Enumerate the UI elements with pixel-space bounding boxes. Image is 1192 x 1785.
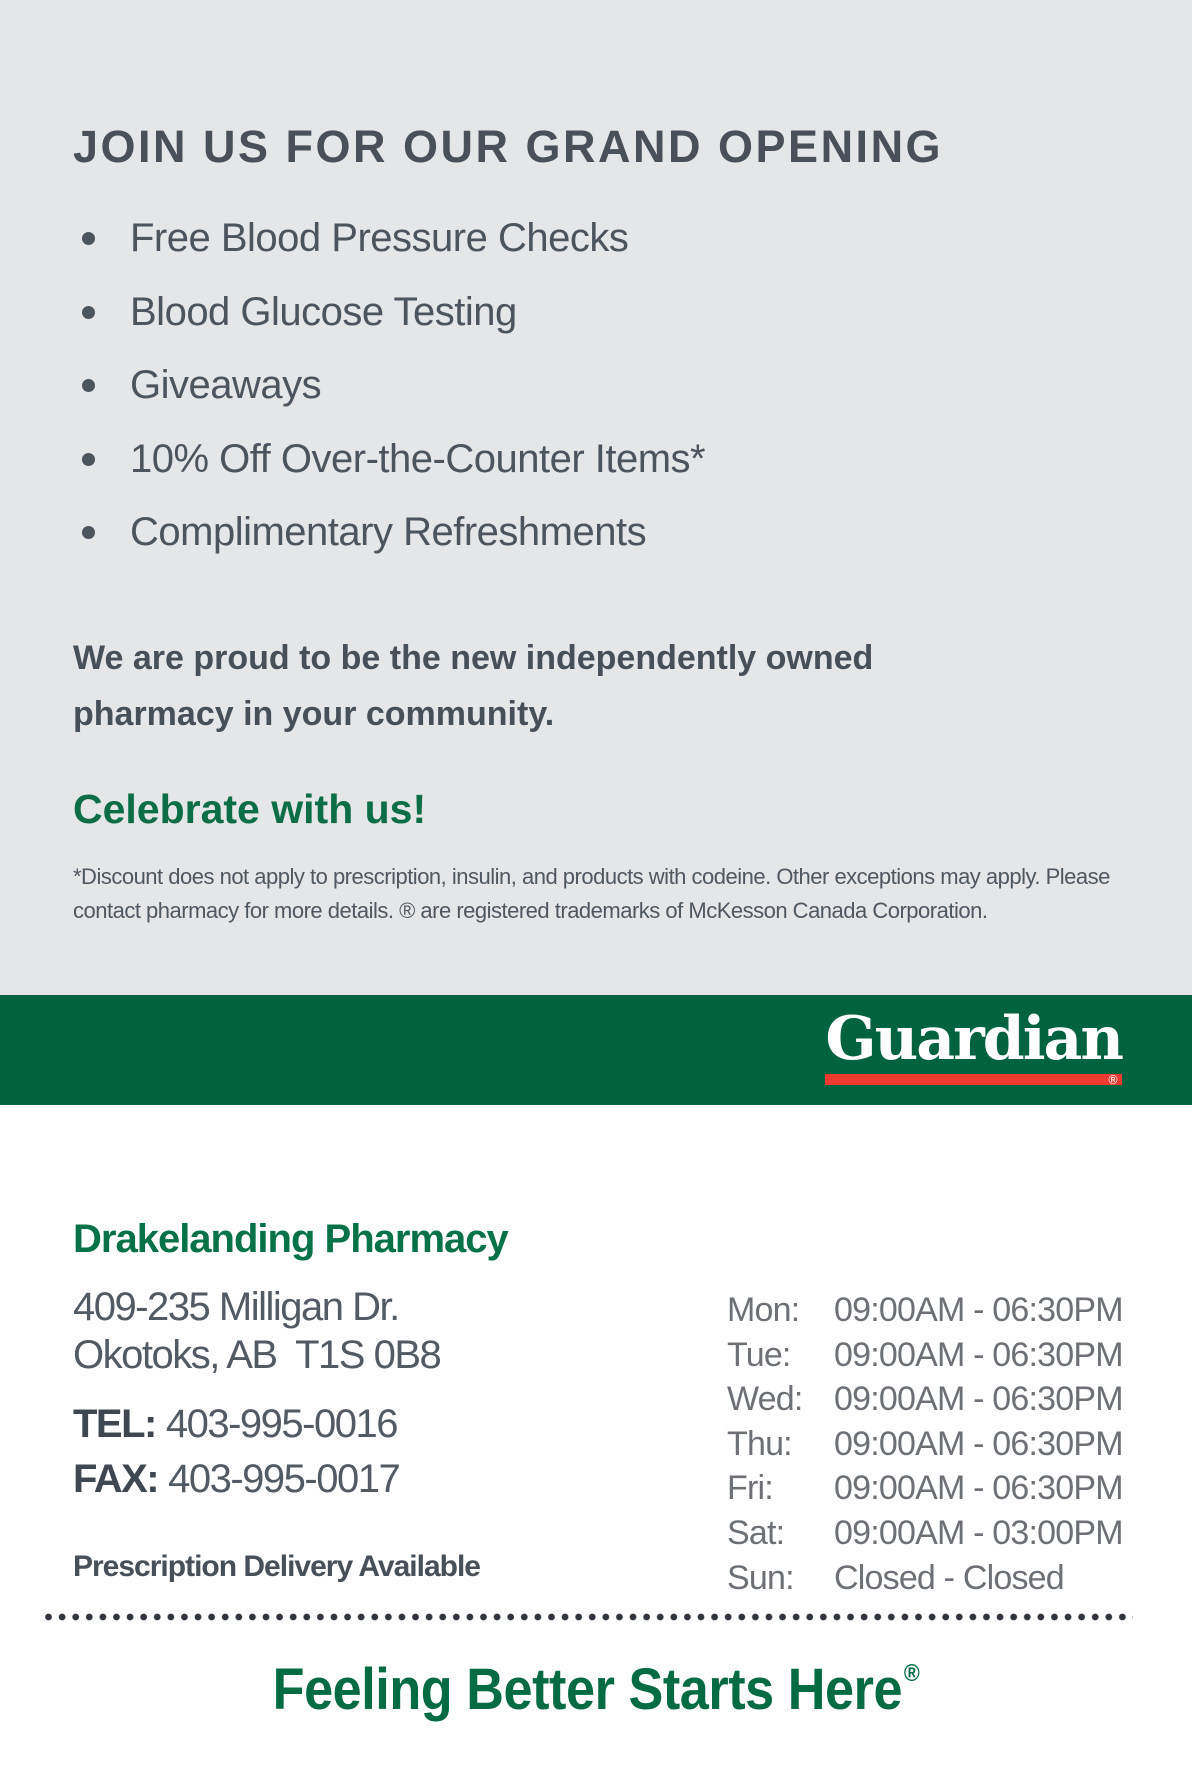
celebrate-headline: Celebrate with us!: [73, 786, 427, 832]
hours-day: Sat:: [727, 1513, 785, 1552]
hours-row: [727, 1556, 1123, 1601]
hours-time: 09:00AM - 06:30PM: [834, 1291, 1123, 1329]
hours-day: Thu:: [727, 1424, 792, 1463]
hours-time: Closed - Closed: [834, 1558, 1064, 1597]
hours-time: 09:00AM - 06:30PM: [834, 1424, 1123, 1463]
brand-tagline: [60, 1656, 1133, 1723]
bullet-dot-icon: [82, 453, 95, 466]
pharmacy-info-section: [0, 1105, 1192, 1785]
hours-time: 09:00AM - 06:30PM: [834, 1335, 1123, 1374]
promo-bullet-list: [73, 202, 705, 570]
logo-red-underline: [825, 1074, 1122, 1085]
list-item: [73, 202, 705, 276]
pharmacy-name: Drakelanding Pharmacy: [73, 1217, 508, 1261]
list-item: [73, 496, 705, 570]
registered-mark: ®: [903, 1660, 920, 1687]
guardian-wordmark: Guardian: [825, 1004, 1122, 1074]
proud-statement: We are proud to be the new independently owned pharmacy in your community.: [73, 639, 874, 733]
tel-label: TEL:: [73, 1402, 156, 1446]
grand-opening-heading: JOIN US FOR OUR GRAND OPENING: [73, 121, 944, 172]
hours-row: [727, 1377, 1123, 1422]
contact-block: [73, 1397, 399, 1507]
pharmacy-address: [73, 1283, 440, 1379]
guardian-logo: [825, 1004, 1122, 1087]
bullet-dot-icon: [82, 232, 95, 245]
brand-banner: [0, 995, 1192, 1105]
bullet-dot-icon: [82, 379, 95, 392]
fax-label: FAX:: [73, 1457, 159, 1501]
hours-time: 09:00AM - 03:00PM: [834, 1513, 1123, 1552]
hours-row: [727, 1466, 1123, 1511]
delivery-note: Prescription Delivery Available: [73, 1550, 480, 1583]
tel-number: 403-995-0016: [165, 1402, 397, 1446]
registered-mark: ®: [1107, 1072, 1119, 1087]
list-item: [73, 423, 705, 497]
tagline-text: Feeling Better Starts Here: [272, 1657, 903, 1722]
hours-time: 09:00AM - 06:30PM: [834, 1469, 1123, 1508]
bullet-text: 10% Off Over-the-Counter Items*: [130, 436, 706, 481]
list-item: [73, 276, 705, 350]
address-line-1: 409-235 Milligan Dr.: [73, 1285, 399, 1329]
hours-row: [727, 1288, 1123, 1333]
hours-day: Wed:: [727, 1380, 803, 1419]
bullet-text: Complimentary Refreshments: [130, 510, 647, 555]
disclaimer-text: *Discount does not apply to prescription, insulin, and products with codeine. Other exceptions may apply. Please contact pharmacy for more details. ® are registered trademarks of McKesson Canada Corporation.: [73, 864, 1110, 923]
dotted-divider: [45, 1611, 1133, 1623]
bullet-dot-icon: [82, 306, 95, 319]
fax-number: 403-995-0017: [168, 1457, 400, 1501]
hours-row: [727, 1333, 1123, 1378]
bullet-dot-icon: [82, 526, 95, 539]
hours-day: Sun:: [727, 1558, 794, 1597]
hours-day: Fri:: [727, 1469, 773, 1508]
bullet-text: Giveaways: [130, 363, 322, 408]
bullet-text: Blood Glucose Testing: [130, 289, 517, 334]
hours-row: [727, 1422, 1123, 1467]
hours-time: 09:00AM - 06:30PM: [834, 1380, 1123, 1419]
address-line-2: Okotoks, AB T1S 0B8: [73, 1333, 441, 1377]
fax-line: [73, 1452, 399, 1507]
list-item: [73, 349, 705, 423]
hours-row: [727, 1511, 1123, 1556]
hours-day: Tue:: [727, 1335, 791, 1374]
hours-table: [727, 1288, 1123, 1600]
tel-line: [73, 1397, 399, 1452]
hours-day: Mon:: [727, 1291, 800, 1329]
bullet-text: Free Blood Pressure Checks: [130, 216, 629, 261]
